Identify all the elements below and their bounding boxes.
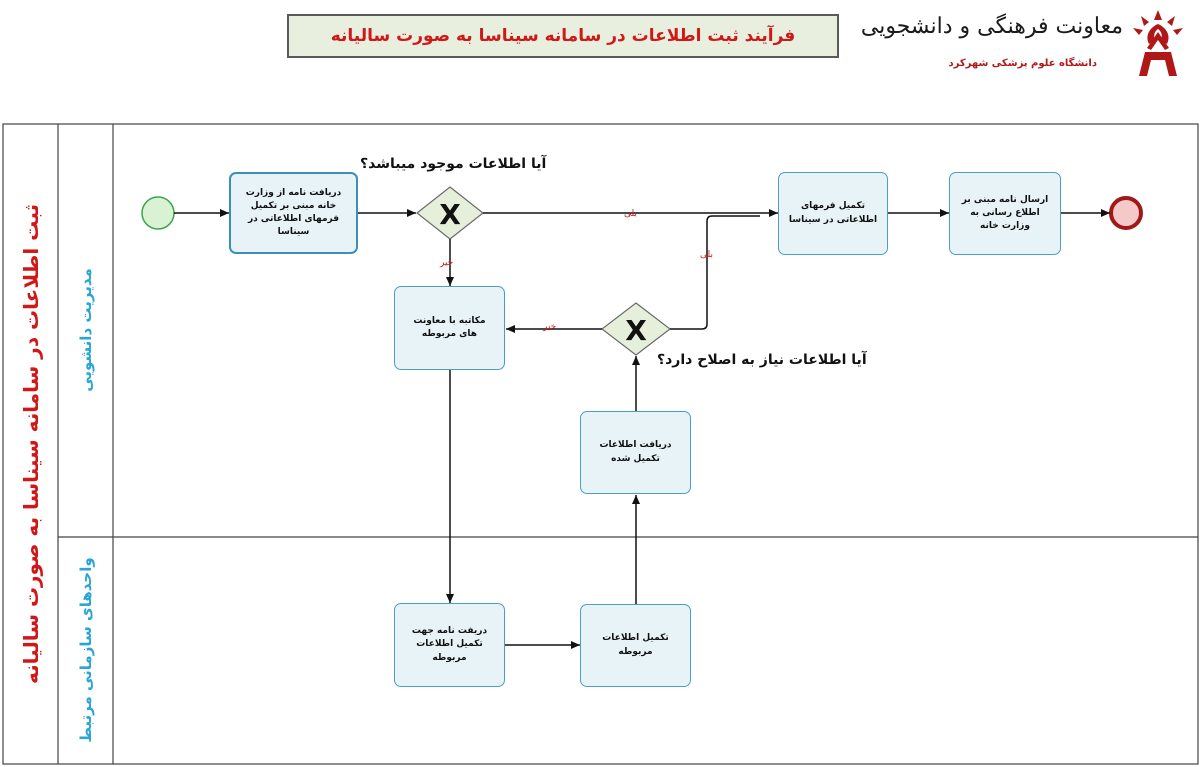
gateway-1-marker: X bbox=[439, 198, 461, 231]
lane-label-related-units: واحدهای سازمانی مرتبط bbox=[77, 557, 95, 743]
gateway-1-question: آیا اطلاعات موجود میباشد؟ bbox=[360, 156, 547, 172]
logo-main-text: معاونت فرهنگی و دانشجویی bbox=[860, 14, 1123, 39]
task-complete-forms: تکمیل فرمهای اطلاعاتی در سیناسا bbox=[778, 172, 888, 255]
edge-gateway2-yes bbox=[670, 216, 760, 329]
page-title-text: فرآیند ثبت اطلاعات در سامانه سیناسا به صورت سالیانه bbox=[330, 26, 796, 46]
gateway-2-question: آیا اطلاعات نیاز به اصلاح دارد؟ bbox=[657, 352, 867, 368]
task-receive-letter-units: دریفت نامه جهت تکمیل اطلاعات مربوطه bbox=[394, 603, 505, 687]
edge-label-no-2: خیر bbox=[543, 322, 557, 332]
edge-label-no-1: خیر bbox=[440, 258, 454, 268]
lane-label-student-affairs: مدیریت دانشویی bbox=[77, 268, 95, 392]
task-receive-ministry-letter: دریافت نامه از وزارت خانه مبنی بر تکمیل فرمهای اطلاعاتی در سیناسا bbox=[229, 172, 358, 254]
task-complete-related-info: تکمیل اطلاعات مربوطه bbox=[580, 604, 691, 687]
gateway-2-marker: X bbox=[625, 314, 647, 347]
pool-label: ثبت اطلاعات در سامانه سیناسا به صورت سالیانه bbox=[19, 203, 43, 685]
task-receive-completed-info: دریافت اطلاعات تکمیل شده bbox=[580, 411, 691, 494]
gateway-information-available bbox=[417, 187, 483, 239]
gateway-needs-correction bbox=[602, 303, 670, 355]
edge-label-yes-1: بلی bbox=[624, 209, 637, 219]
task-send-notification-letter: ارسال نامه مبنی بر اطلاع رسانی به وزارت خانه bbox=[949, 172, 1061, 255]
start-event bbox=[142, 197, 174, 229]
logo-sub-text: دانشگاه علوم پزشکی شهرکرد bbox=[948, 58, 1097, 69]
task-correspondence: مکاتبه با معاونت های مربوطه bbox=[394, 286, 505, 370]
edge-label-yes-2: بلی bbox=[700, 250, 713, 260]
end-event bbox=[1111, 198, 1141, 228]
